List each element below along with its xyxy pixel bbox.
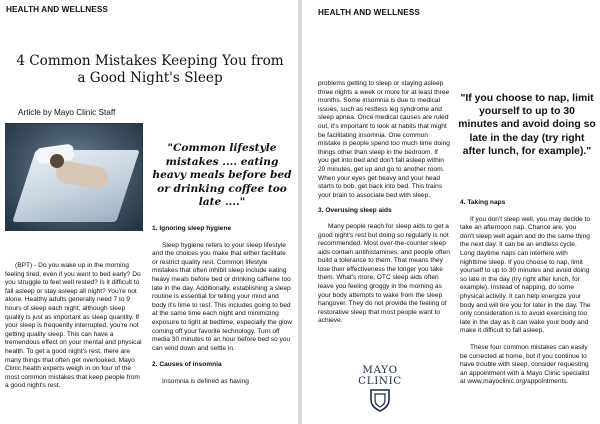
running-head: HEALTH AND WELLNESS xyxy=(318,8,420,17)
section-heading: 2. Causes of insomnia xyxy=(152,361,222,369)
section-column xyxy=(152,225,292,387)
section-paragraph: Insomnia is defined as having xyxy=(162,377,249,385)
mayo-clinic-logo xyxy=(350,365,410,412)
section-paragraph: Many people reach for sleep aids to get a good night's rest but doing so regularly is not recommended. Most over-the-counter sleep aids contain antihistamines, and people often build a tolerance to them. That means they lose their effectiveness the longer you take them. What's more, OTC sleep aids often leave you feeling groggy in the morning as your body attempts to wake from the sleep hangover. They do not provide the feeling of restorative sleep that most people want to achieve. xyxy=(318,222,450,325)
shield-icon xyxy=(369,388,391,412)
section-heading: 1. Ignoring sleep hygiene xyxy=(152,225,232,232)
section-paragraph: Sleep hygiene refers to your sleep lifestyle and the choices you make that either facilitate or restrict quality rest. Common lifestyle mistakes that often inhibit sleep include eating heavy meals before bed or drinking caffeine too late in the day. Additionally, establishing a sleep routine is essential for telling your mind and body it's time to rest. This includes going to bed at the same time each night and minimizing exposure to light at bedtime, especially the glow coming off your favorite technology. Turn off media 30 minutes to an hour before bed so you can wind down and settle in. xyxy=(152,241,293,352)
section-paragraph: problems getting to sleep or staying asleep three nights a week or more for at least three months. Some insomnia is due to medical issues, such as restless leg syndrome and sleep apnea. Once medical causes are ruled out, it's important to look at habits that might be facilitating insomnia. One common mistake is people spend too much time doing things other than sleep in the bedroom. If you get into bed and don't fall asleep within 20 minutes, get up and go to another room. When your eyes get heavy and your head starts to bob, get back into bed. This trains your brain to associate bed with sleep. xyxy=(318,80,450,199)
logo-text-mayo: MAYO xyxy=(362,364,398,376)
byline: Article by Mayo Clinic Staff xyxy=(18,108,116,117)
naps-column xyxy=(460,199,592,387)
intro-paragraph: (BPT) - Do you wake up in the morning feeling tired, even if you went to bed early? Do you struggle to feel well rested? Is it difficult to fall asleep or stay asleep all night? You're not alone. Healthy adults generally need 7 to 9 hours of sleep each night, although sleep quality is just as important as sleep quantity. If your sleep is frequently interrupted, you're not getting quality sleep. This can have a tremendous effect on your mental and physical health. To get a good night's rest, there are many things that often get overlooked. Mayo Clinic health experts weigh in on four of the most common mistakes that keep people from a good night's rest. xyxy=(5,262,142,390)
section-heading: 4. Taking naps xyxy=(460,199,506,206)
logo-text-clinic: CLINIC xyxy=(358,374,402,387)
intro-column xyxy=(5,262,145,391)
article-title: 4 Common Mistakes Keeping You from a Good Night's Sleep xyxy=(16,53,284,86)
sleeping-person-photo xyxy=(5,123,143,231)
running-head: HEALTH AND WELLNESS xyxy=(6,5,108,14)
section-paragraph: If you don't sleep well, you may decide to take an afternoon nap. Chance are, you don't sleep well again and do the same thing the next day. It can be an endless cycle. Long daytime naps can interfere with nighttime sleep. If you choose to nap, limit yourself to up to 30 minutes and avoid doing so late in the day (try right after lunch, for example). Instead of napping, do some physical activity. It can help energize your body and will tire you for later in the day. The only consideration is to avoid exercising too late in the day as it can wake your body and make it difficult to fall asleep. xyxy=(460,215,591,335)
section-heading: 3. Overusing sleep aids xyxy=(318,207,392,215)
bed-shape xyxy=(12,150,139,222)
continued-column xyxy=(318,80,450,326)
pull-quote: "Common lifestyle mistakes .... eating heavy meals before bed or drinking coffee too late ...." xyxy=(152,142,292,209)
right-page xyxy=(302,0,600,424)
head-shape xyxy=(50,154,64,168)
closing-paragraph: These four common mistakes can easily be corrected at home, but if you continue to have trouble with sleep, consider requesting an appointment with a Mayo Clinic specialist at www.mayoclinic.org/appointments. xyxy=(460,343,590,386)
left-page xyxy=(0,0,298,424)
pull-quote: "If you choose to nap, limit yourself to up to 30 minutes and avoid doing so late in the day (try right after lunch, for example)." xyxy=(458,93,596,157)
